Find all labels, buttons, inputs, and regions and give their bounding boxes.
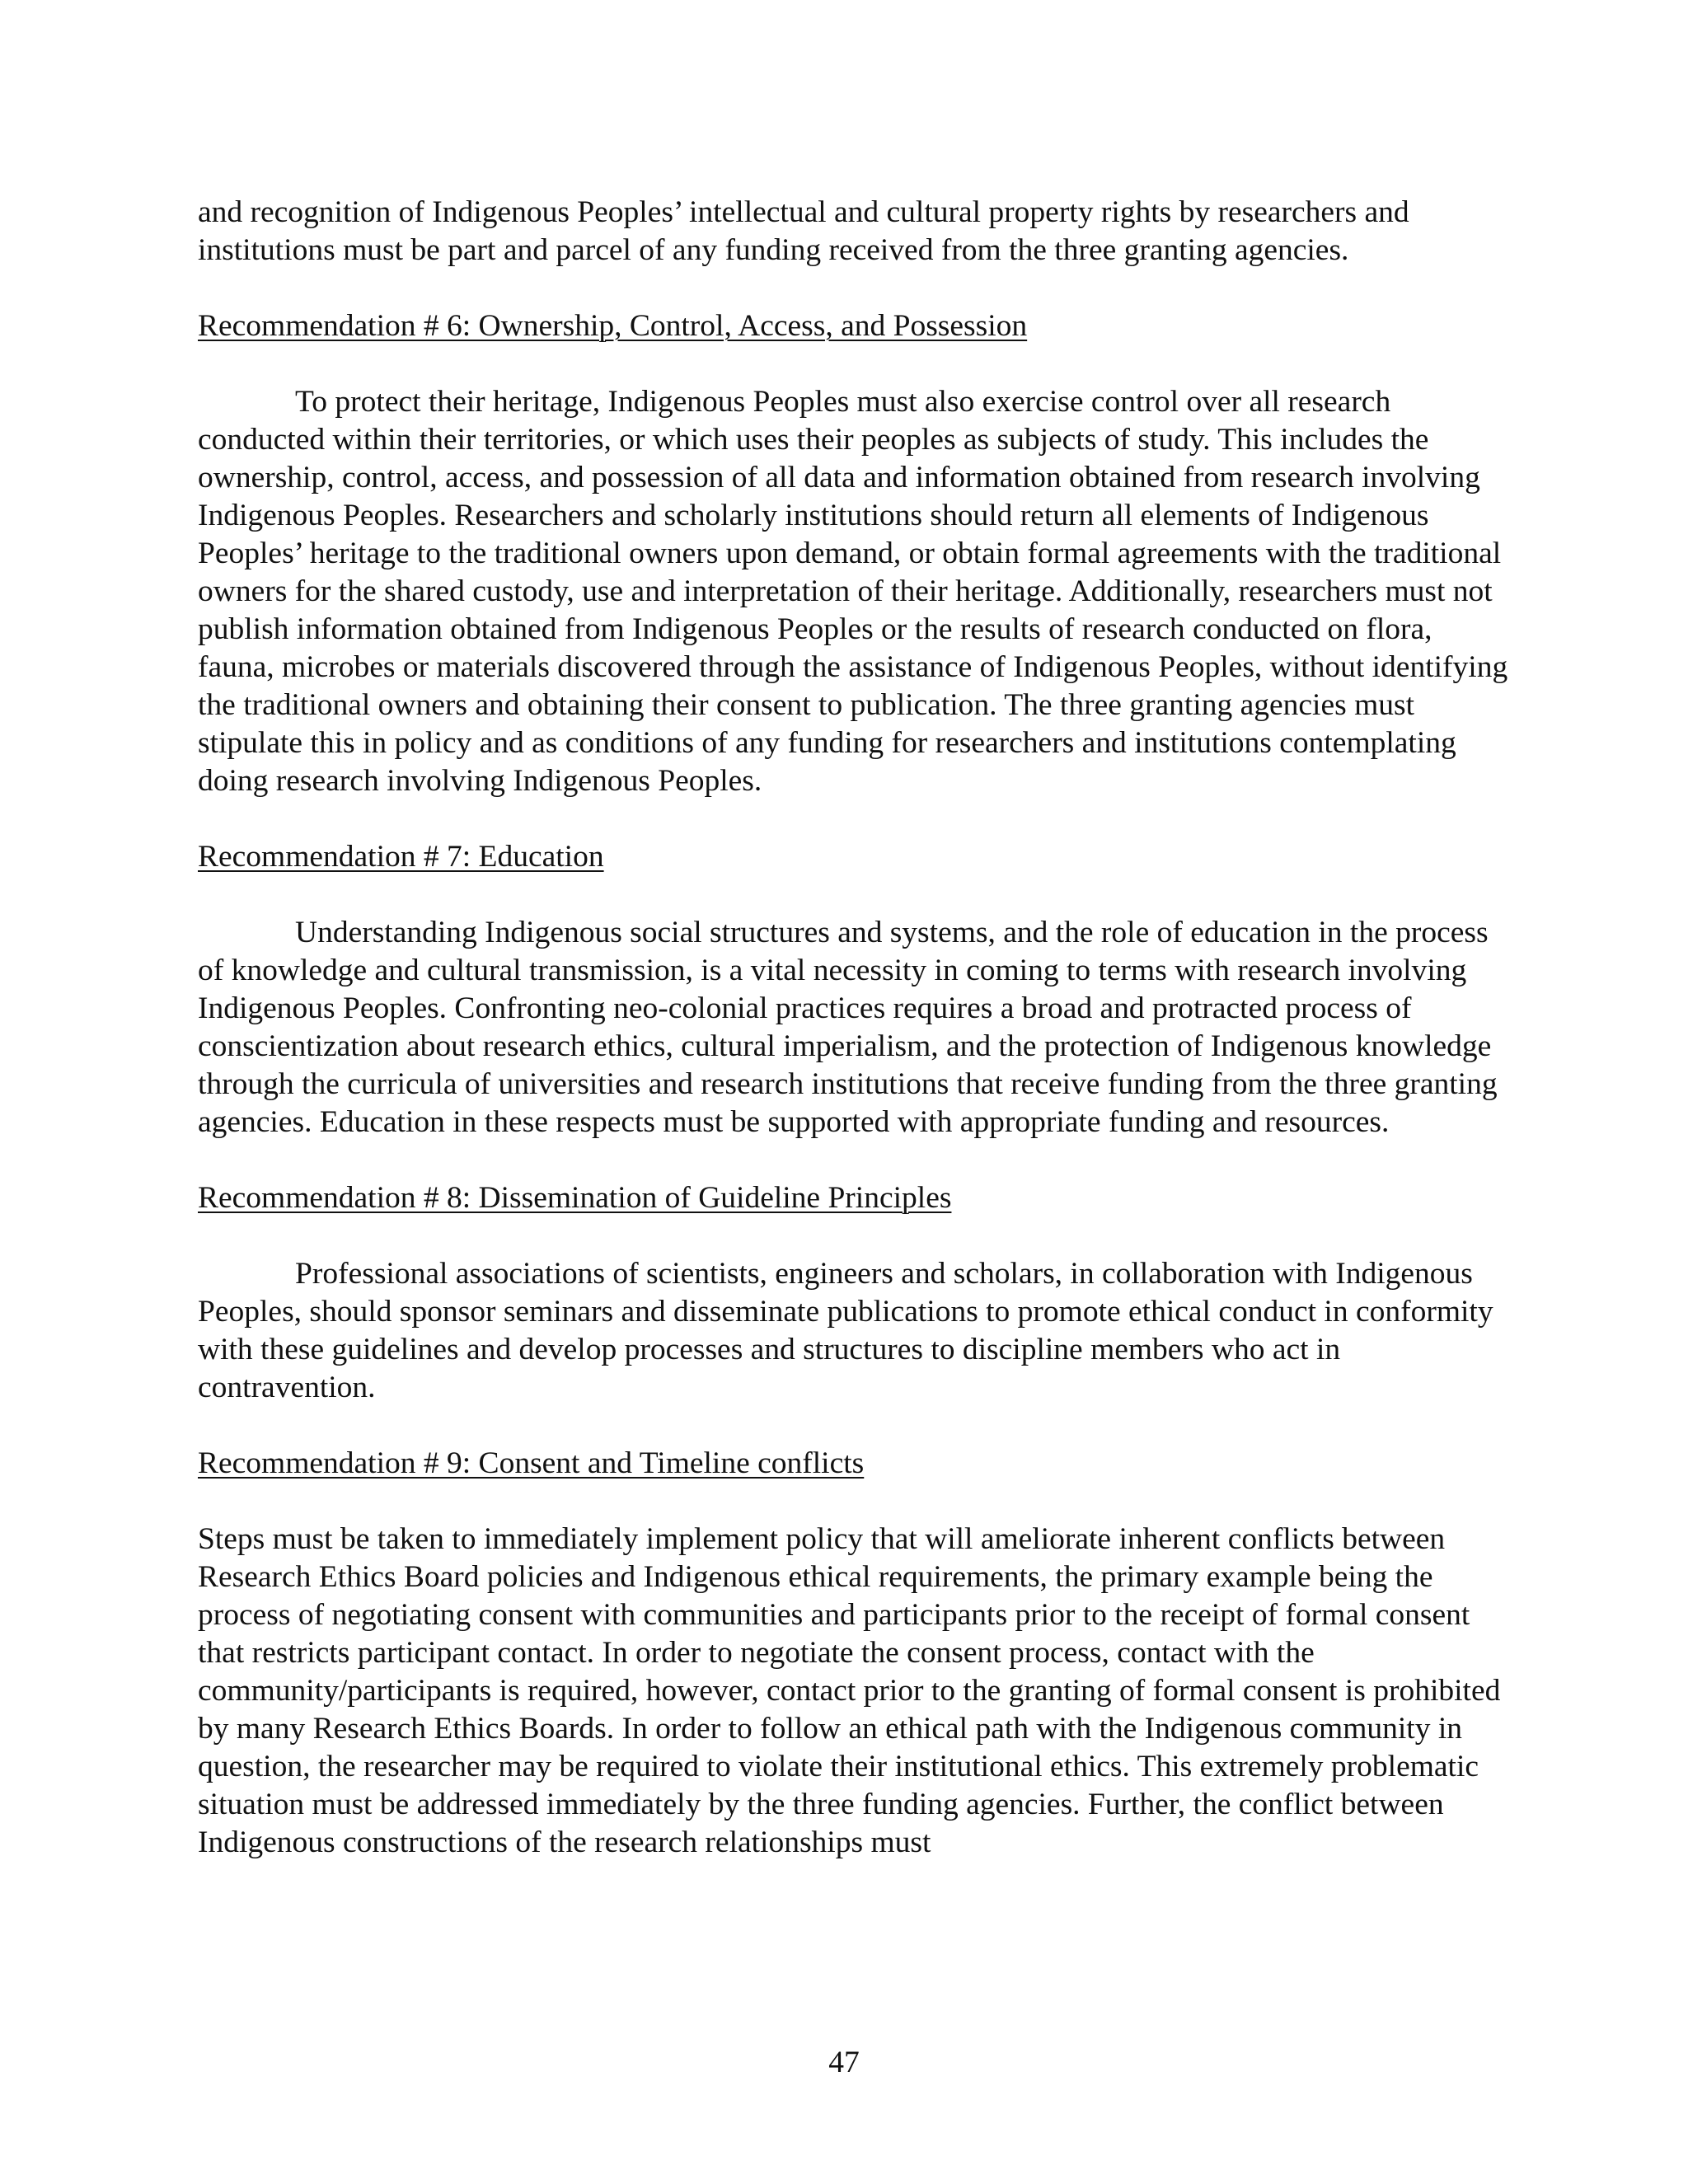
section-body-recommendation-8: Professional associations of scientists, engineers and scholars, in collaboration with Indigenous Peoples, should sponsor seminars and disseminate publications to promote ethical conduct in conformity with these guidelines and develop processes and structures to discipline members who act in contravention.	[198, 1257, 1493, 1404]
spacer	[198, 1217, 1512, 1255]
section-body-recommendation-7: Understanding Indigenous social structures and systems, and the role of education in the process of knowledge and cultural transmission, is a vital necessity in coming to terms with research involving Indigenous Peoples. Confronting neo-colonial practices requires a broad and protracted process of conscientization about research ethics, cultural imperialism, and the protection of Indigenous knowledge through the curricula of universities and research institutions that receive funding from the three granting agencies. Education in these respects must be supported with appropriate funding and resources.	[198, 916, 1498, 1139]
spacer	[198, 1141, 1512, 1179]
spacer	[198, 269, 1512, 307]
section-body-recommendation-6: To protect their heritage, Indigenous Peoples must also exercise control over all research conducted within their territories, or which uses their peoples as subjects of study. This includes the ownership, control, access, and possession of all data and information obtained from research involving Indigenous Peoples. Researchers and scholarly institutions should return all elements of Indigenous Peoples’ heritage to the traditional owners upon demand, or obtain formal agreements with the traditional owners for the shared custody, use and interpretation of their heritage. Additionally, researchers must not publish information obtained from Indigenous Peoples or the results of research conducted on flora, fauna, microbes or materials discovered through the assistance of Indigenous Peoples, without identifying the traditional owners and obtaining their consent to publication. The three granting agencies must stipulate this in policy and as conditions of any funding for researchers and institutions contemplating doing research involving Indigenous Peoples.	[198, 385, 1508, 798]
section-heading-recommendation-9: Recommendation # 9: Consent and Timeline conflicts	[198, 1446, 865, 1480]
section-heading-recommendation-7: Recommendation # 7: Education	[198, 840, 604, 874]
spacer	[198, 1407, 1512, 1445]
spacer	[198, 1483, 1512, 1521]
spacer	[198, 876, 1512, 914]
page-number: 47	[828, 2046, 860, 2079]
section-heading-recommendation-6: Recommendation # 6: Ownership, Control, Access, and Possession	[198, 309, 1028, 343]
section-body-recommendation-9: Steps must be taken to immediately implement policy that will ameliorate inherent conflicts between Research Ethics Board policies and Indigenous ethical requirements, the primary example being the process of negotiating consent with communities and participants prior to the receipt of formal consent that restricts participant contact. In order to negotiate the consent process, contact with the community/participants is required, however, contact prior to the granting of formal consent is prohibited by many Research Ethics Boards. In order to follow an ethical path with the Indigenous community in question, the researcher may be required to violate their institutional ethics. This extremely problematic situation must be addressed immediately by the three funding agencies. Further, the conflict between Indigenous constructions of the research relationships must	[198, 1522, 1501, 1859]
page-content	[198, 194, 1512, 1862]
section-heading-recommendation-8: Recommendation # 8: Dissemination of Guideline Principles	[198, 1181, 952, 1215]
spacer	[198, 345, 1512, 383]
intro-paragraph: and recognition of Indigenous Peoples’ intellectual and cultural property rights by researchers and institutions must be part and parcel of any funding received from the three granting agencies.	[198, 195, 1409, 267]
spacer	[198, 800, 1512, 838]
